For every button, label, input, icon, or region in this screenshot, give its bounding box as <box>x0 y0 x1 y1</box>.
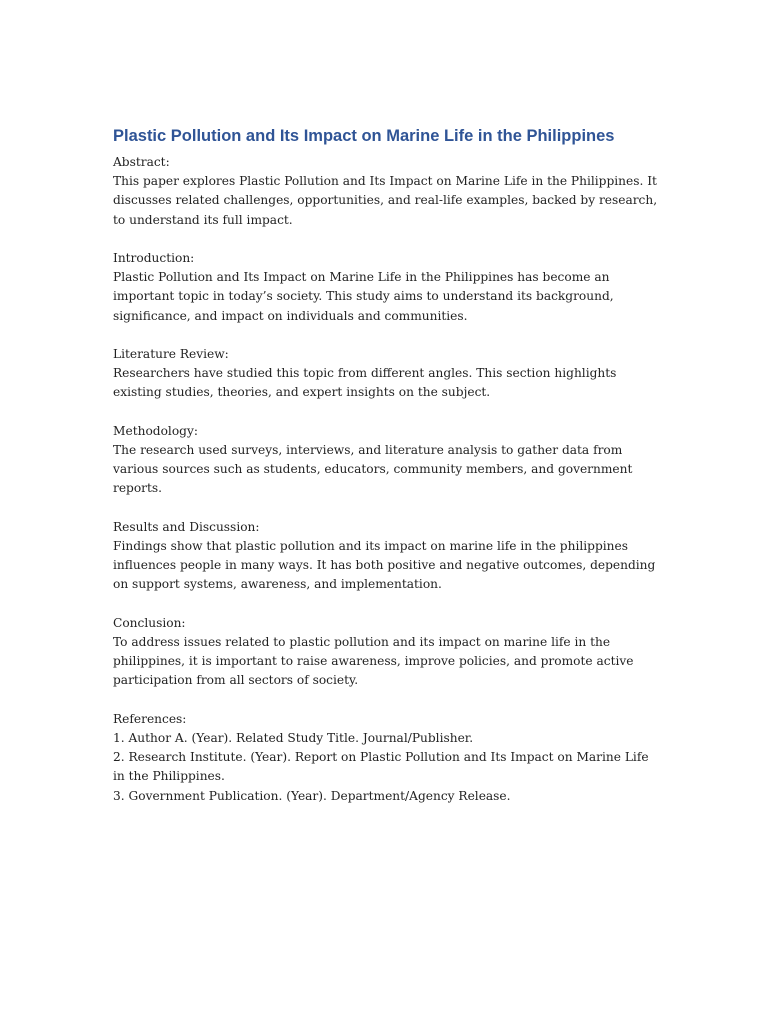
document-title: Plastic Pollution and Its Impact on Marine Life in the Philippines <box>113 127 615 145</box>
reference-list <box>113 729 658 806</box>
reference-item: 3. Government Publication. (Year). Department/Agency Release. <box>113 788 511 803</box>
section-literature-review <box>113 345 658 403</box>
reference-item: 2. Research Institute. (Year). Report on Plastic Pollution and Its Impact on Marine Life in the Philippines. <box>113 750 649 784</box>
section-heading: Literature Review: <box>113 347 229 361</box>
section-conclusion <box>113 614 658 691</box>
section-body: This paper explores Plastic Pollution and Its Impact on Marine Life in the Philippines. It discusses related challenges, opportunities, and real-life examples, backed by research, to understand its full impact. <box>113 174 658 227</box>
section-body: To address issues related to plastic pollution and its impact on marine life in the philippines, it is important to raise awareness, improve policies, and promote active participation from all sectors of society. <box>113 635 634 688</box>
section-body: Findings show that plastic pollution and its impact on marine life in the philippines influences people in many ways. It has both positive and negative outcomes, depending on support systems, awareness, and implementation. <box>113 539 656 592</box>
section-introduction <box>113 249 658 326</box>
section-results-and-discussion <box>113 518 658 595</box>
section-heading: References: <box>113 711 187 726</box>
reference-item: 1. Author A. (Year). Related Study Title. Journal/Publisher. <box>113 731 474 745</box>
section-methodology <box>113 422 658 499</box>
section-heading: Results and Discussion: <box>113 519 260 534</box>
section-references <box>113 710 658 806</box>
document-content <box>113 124 658 825</box>
section-body: Researchers have studied this topic from different angles. This section highlights existing studies, theories, and expert insights on the subject. <box>113 366 617 400</box>
section-heading: Introduction: <box>113 251 195 265</box>
section-heading: Conclusion: <box>113 615 186 630</box>
section-body: Plastic Pollution and Its Impact on Marine Life in the Philippines has become an important topic in today’s society. This study aims to understand its background, significance, and impact on individuals and communities. <box>113 270 614 323</box>
section-heading: Methodology: <box>113 423 198 438</box>
section-abstract <box>113 153 658 230</box>
section-body: The research used surveys, interviews, and literature analysis to gather data from various sources such as students, educators, community members, and government reports. <box>113 443 633 496</box>
section-heading: Abstract: <box>113 155 170 169</box>
